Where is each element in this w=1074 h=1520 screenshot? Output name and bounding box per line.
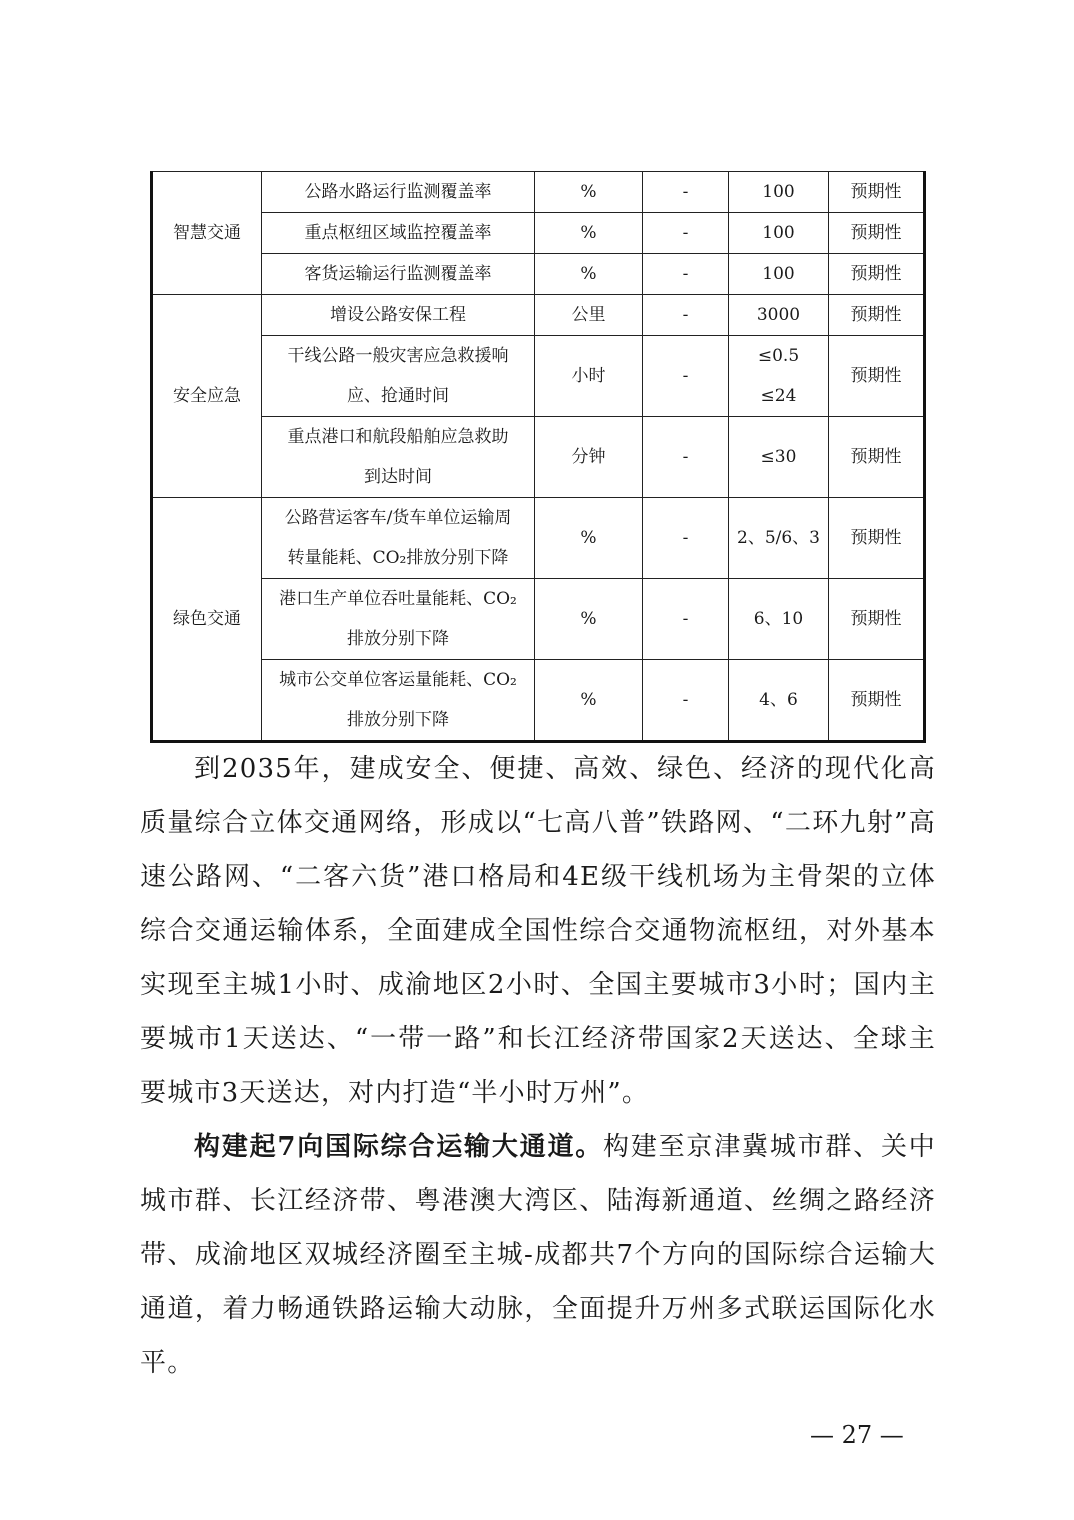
- indicator-cell: 增设公路安保工程: [262, 295, 535, 336]
- base-value-cell: -: [643, 295, 729, 336]
- indicator-line: 城市公交单位客运量能耗、CO₂: [279, 670, 517, 690]
- category-cell: 智慧交通: [152, 172, 262, 295]
- table-row: [152, 295, 925, 336]
- unit-cell: %: [535, 498, 643, 579]
- indicator-type-cell: 预期性: [829, 172, 925, 213]
- table-row: [152, 498, 925, 579]
- table-row: [152, 660, 925, 742]
- target-value-cell: 2、5/6、3: [729, 498, 829, 579]
- base-value-cell: -: [643, 213, 729, 254]
- indicator-line: 干线公路一般灾害应急救援响: [287, 346, 509, 366]
- unit-cell: %: [535, 172, 643, 213]
- indicator-line: 排放分别下降: [347, 710, 449, 730]
- base-value-cell: -: [643, 254, 729, 295]
- indicator-type-cell: 预期性: [829, 213, 925, 254]
- indicator-cell: 重点枢纽区域监控覆盖率: [262, 213, 535, 254]
- category-cell: 绿色交通: [152, 498, 262, 742]
- table-row: [152, 336, 925, 417]
- paragraph-body: 构建至京津冀城市群、关中城市群、长江经济带、粤港澳大湾区、陆海新通道、丝绸之路经济带、成渝地区双城经济圈至主城-成都共7个方向的国际综合运输大通道，着力畅通铁路运输大动脉，全面提升万州多式联运国际化水平。: [140, 1132, 937, 1378]
- base-value-cell: -: [643, 660, 729, 742]
- table-row: [152, 172, 925, 213]
- indicator-line: 应、抢通时间: [347, 386, 449, 406]
- indicator-cell: [262, 498, 535, 579]
- paragraph-international-corridors: [140, 1120, 936, 1390]
- base-value-cell: -: [643, 498, 729, 579]
- indicator-line: 到达时间: [364, 467, 432, 487]
- indicator-cell: 客货运输运行监测覆盖率: [262, 254, 535, 295]
- target-value-cell: [729, 336, 829, 417]
- table-row: [152, 254, 925, 295]
- target-value-cell: 3000: [729, 295, 829, 336]
- indicator-cell: [262, 336, 535, 417]
- indicator-type-cell: 预期性: [829, 254, 925, 295]
- indicator-table: [150, 171, 926, 743]
- target-value-cell: 100: [729, 213, 829, 254]
- indicator-line: 排放分别下降: [347, 629, 449, 649]
- target-value-cell: 100: [729, 172, 829, 213]
- indicator-type-cell: 预期性: [829, 579, 925, 660]
- indicator-line: 公路营运客车/货车单位运输周: [284, 508, 512, 528]
- base-value-cell: -: [643, 336, 729, 417]
- indicator-type-cell: 预期性: [829, 660, 925, 742]
- target-line: ≤0.5: [757, 346, 800, 366]
- base-value-cell: -: [643, 172, 729, 213]
- target-value-cell: ≤30: [729, 417, 829, 498]
- target-line: ≤24: [760, 386, 797, 406]
- indicator-line: 重点港口和航段船舶应急救助: [287, 427, 509, 447]
- indicator-type-cell: 预期性: [829, 417, 925, 498]
- target-value-cell: 4、6: [729, 660, 829, 742]
- unit-cell: %: [535, 213, 643, 254]
- unit-cell: 小时: [535, 336, 643, 417]
- indicator-line: 港口生产单位吞吐量能耗、CO₂: [279, 589, 517, 609]
- paragraph-2035-goals: 到2035年，建成安全、便捷、高效、绿色、经济的现代化高质量综合立体交通网络，形成以“七高八普”铁路网、“二环九射”高速公路网、“二客六货”港口格局和4E级干线机场为主骨架的立体综合交通运输体系，全面建成全国性综合交通物流枢纽，对外基本实现至主城1小时、成渝地区2小时、全国主要城市3小时；国内主要城市1天送达、“一带一路”和长江经济带国家2天送达、全球主要城市3天送达，对内打造“半小时万州”。: [140, 754, 936, 1108]
- unit-cell: 公里: [535, 295, 643, 336]
- base-value-cell: -: [643, 579, 729, 660]
- table-row: [152, 213, 925, 254]
- paragraph-heading: 构建起7向国际综合运输大通道。: [194, 1132, 604, 1162]
- unit-cell: 分钟: [535, 417, 643, 498]
- indicator-cell: [262, 579, 535, 660]
- indicator-cell: [262, 660, 535, 742]
- indicator-type-cell: 预期性: [829, 336, 925, 417]
- indicator-cell: [262, 417, 535, 498]
- base-value-cell: -: [643, 417, 729, 498]
- target-value-cell: 6、10: [729, 579, 829, 660]
- body-text: [140, 742, 936, 1390]
- table-row: [152, 579, 925, 660]
- unit-cell: %: [535, 660, 643, 742]
- page-number: — 27 —: [810, 1421, 904, 1449]
- target-value-cell: 100: [729, 254, 829, 295]
- indicator-type-cell: 预期性: [829, 498, 925, 579]
- category-cell: 安全应急: [152, 295, 262, 498]
- table-row: [152, 417, 925, 498]
- indicator-cell: 公路水路运行监测覆盖率: [262, 172, 535, 213]
- indicator-type-cell: 预期性: [829, 295, 925, 336]
- unit-cell: %: [535, 254, 643, 295]
- unit-cell: %: [535, 579, 643, 660]
- indicator-line: 转量能耗、CO₂排放分别下降: [287, 548, 509, 568]
